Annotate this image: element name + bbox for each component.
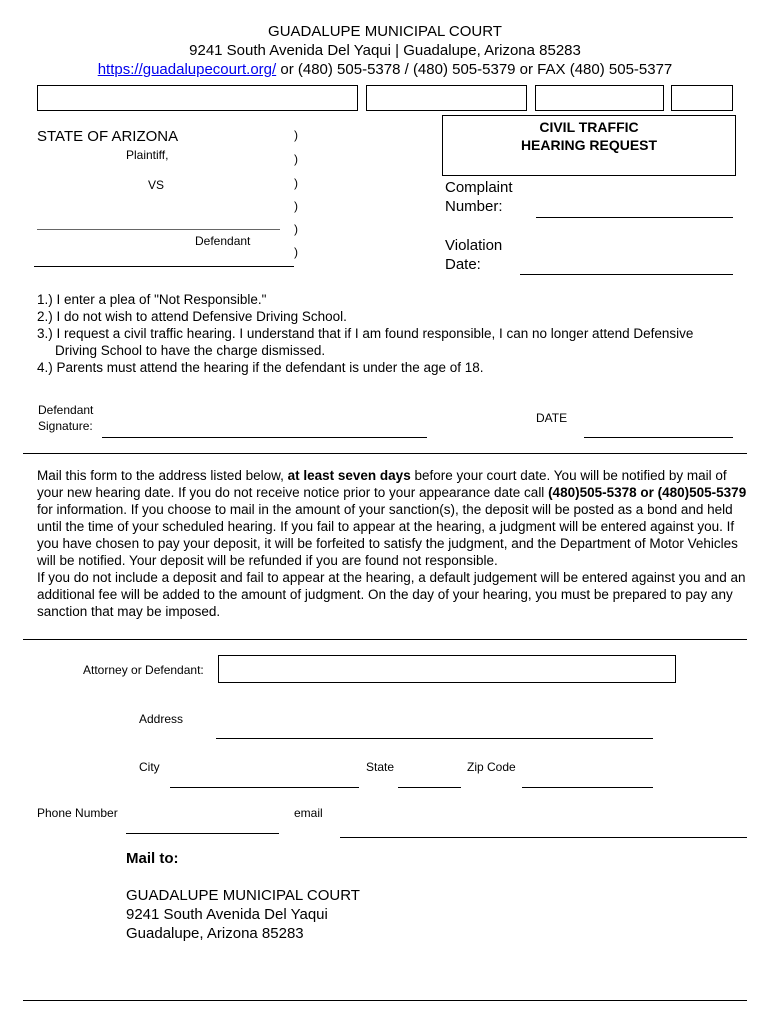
violation-label: Violation	[445, 237, 503, 254]
signature-date-field[interactable]	[584, 437, 733, 438]
top-field-3[interactable]	[535, 85, 664, 111]
statement-4: 4.) Parents must attend the hearing if the defendant is under the age of 18.	[37, 360, 484, 375]
date-label: DATE	[536, 411, 568, 425]
mail-to-city: Guadalupe, Arizona 85283	[126, 925, 304, 942]
city-label: City	[139, 760, 160, 774]
vs-label: VS	[148, 178, 165, 192]
instructions-default-judgement: If you do not include a deposit and fail to appear at the hearing, a default judgement will be entered against you and an additional fee will be added to the amount of judgment. On the day of your hearing, you must be prepared to pay any sanction that may be imposed.	[37, 570, 746, 619]
statement-1: 1.) I enter a plea of "Not Responsible."	[37, 292, 267, 307]
violation-label-date: Date:	[445, 256, 481, 273]
email-field[interactable]	[340, 837, 747, 838]
court-address: 9241 South Avenida Del Yaqui | Guadalupe, Arizona 85283	[189, 42, 581, 59]
top-field-1[interactable]	[37, 85, 358, 111]
state-label: State	[366, 760, 395, 774]
zip-label: Zip Code	[467, 760, 516, 774]
instructions-text: Mail this form to the address listed below,	[37, 468, 288, 483]
caption-paren: )	[294, 176, 298, 190]
statement-3-continued: Driving School to have the charge dismissed.	[55, 343, 326, 358]
state-field[interactable]	[398, 787, 461, 788]
caption-paren: )	[294, 128, 298, 142]
caption-paren: )	[294, 222, 298, 236]
top-field-4[interactable]	[671, 85, 733, 111]
section-divider	[23, 453, 747, 454]
phone-label: Phone Number	[37, 806, 118, 820]
plaintiff-label: Plaintiff,	[126, 148, 169, 162]
signature-label-2: Signature:	[38, 419, 93, 433]
mail-instructions	[37, 467, 752, 620]
signature-label: Defendant	[38, 403, 94, 417]
defendant-name-line[interactable]	[37, 229, 280, 230]
city-field[interactable]	[170, 787, 359, 788]
address-label: Address	[139, 712, 184, 726]
defendant-underline	[34, 266, 294, 267]
court-name: GUADALUPE MUNICIPAL COURT	[268, 23, 502, 40]
instructions-text: for information. If you choose to mail in the amount of your sanction(s), the deposit will be posted as a bond and held until the time of your scheduled hearing. If you fail to appear at the hearing, a judgment will be entered against you. If you have chosen to pay your deposit, it will be forfeited to satisfy the judgment, and the Department of Motor Vehicles will be notified. Your deposit will be refunded if you are found not responsible.	[37, 502, 738, 568]
attorney-input[interactable]	[218, 655, 676, 683]
complaint-number-field[interactable]	[536, 217, 733, 218]
mail-to-court-name: GUADALUPE MUNICIPAL COURT	[126, 887, 360, 904]
statement-2: 2.) I do not wish to attend Defensive Driving School.	[37, 309, 347, 324]
attorney-label: Attorney or Defendant:	[83, 663, 204, 677]
section-divider	[23, 639, 747, 640]
zip-field[interactable]	[522, 787, 653, 788]
court-contact-line	[0, 61, 770, 78]
state-of-arizona: STATE OF ARIZONA	[37, 128, 179, 145]
caption-paren: )	[294, 199, 298, 213]
caption-paren: )	[294, 245, 298, 259]
statement-3: 3.) I request a civil traffic hearing. I understand that if I am found responsible, I can no longer attend Defensive	[37, 326, 694, 341]
address-field[interactable]	[216, 738, 653, 739]
instructions-text: before your court date. You will be notified by mail of your new hearing date. If you do not receive notice prior to your appearance date call	[37, 468, 727, 500]
email-label: email	[294, 806, 323, 820]
court-phone-numbers: or (480) 505-5378 / (480) 505-5379 or FAX (480) 505-5377	[276, 61, 673, 78]
mail-to-heading: Mail to:	[126, 850, 179, 867]
signature-field[interactable]	[102, 437, 427, 438]
violation-date-field[interactable]	[520, 274, 733, 275]
instructions-phone: (480)505-5378 or (480)505-5379	[548, 485, 747, 500]
form-title-line1: CIVIL TRAFFIC	[539, 119, 639, 135]
form-title-line2: HEARING REQUEST	[520, 137, 658, 153]
form-title-box	[442, 115, 736, 176]
complaint-label: Complaint	[445, 179, 513, 196]
court-website-link[interactable]: https://guadalupecourt.org/	[97, 61, 277, 78]
instructions-deadline: at least seven days	[287, 468, 411, 483]
phone-field[interactable]	[126, 833, 279, 834]
defendant-label: Defendant	[195, 234, 251, 248]
mail-to-street: 9241 South Avenida Del Yaqui	[126, 906, 328, 923]
caption-paren: )	[294, 152, 298, 166]
bottom-divider	[23, 1000, 747, 1001]
complaint-label-number: Number:	[445, 198, 503, 215]
top-field-2[interactable]	[366, 85, 527, 111]
